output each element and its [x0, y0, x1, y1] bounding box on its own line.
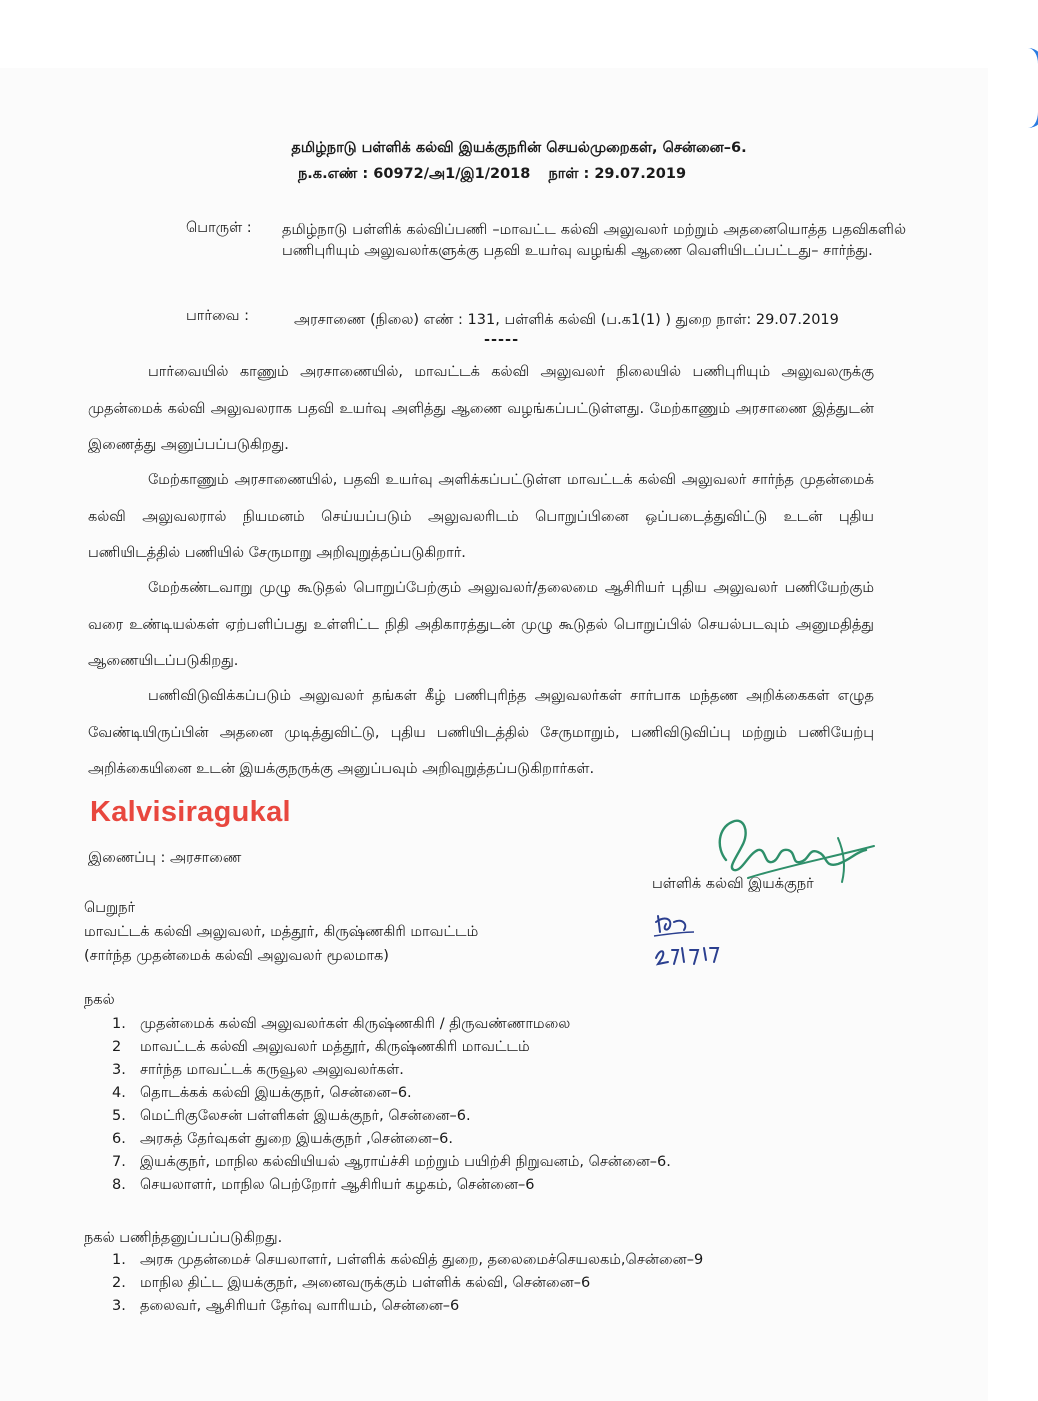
copy-list: [112, 1016, 671, 1200]
reference-label: பார்வை :: [186, 308, 250, 324]
signatory-title: பள்ளிக் கல்வி இயக்குநர்: [652, 876, 814, 892]
forwarded-label: நகல் பணிந்தனுப்பப்படுகிறது.: [84, 1230, 283, 1246]
date-label: நாள் :: [548, 166, 595, 182]
enclosure-line: இணைப்பு : அரசாணை: [88, 850, 242, 866]
paragraph-2: மேற்காணும் அரசாணையில், பதவி உயர்வு அளிக்கப்பட்டுள்ள மாவட்டக் கல்வி அலுவலர் சார்ந்த முதன்மைக் கல்வி அலுவலரால் நியமனம் செய்யப்படும் அலுவலரிடம் பொறுப்பினை ஒப்படைத்துவிட்டு உடன் புதிய பணியிடத்தில் பணியில் சேருமாறு அறிவுறுத்தப்படுகிறார்.: [88, 472, 874, 561]
order-date: 29.07.2019: [594, 166, 687, 182]
recipient-line-1: மாவட்டக் கல்வி அலுவலர், மத்தூர், கிருஷ்ணகிரி மாவட்டம்: [84, 924, 479, 940]
scroll-indicator: [1028, 48, 1038, 128]
list-item: 7. இயக்குநர், மாநில கல்வியியல் ஆராய்ச்சி மற்றும் பயிற்சி நிறுவனம், சென்னை–6.: [112, 1154, 671, 1170]
list-item: 4. தொடக்கக் கல்வி இயக்குநர், சென்னை–6.: [112, 1085, 412, 1101]
recipient-line-2: (சார்ந்த முதன்மைக் கல்வி அலுவலர் மூலமாக): [84, 948, 389, 964]
copy-label: நகல்: [84, 992, 115, 1008]
ref-label: ந.க.எண் :: [298, 166, 374, 182]
forwarded-list: [112, 1252, 703, 1321]
ref-number: 60972/அ1/இ1/2018: [373, 166, 531, 182]
watermark-text: Kalvisiragukal: [90, 796, 291, 828]
list-item: 5. மெட்ரிகுலேசன் பள்ளிகள் இயக்குநர், சென்னை–6.: [112, 1108, 471, 1124]
office-heading: தமிழ்நாடு பள்ளிக் கல்வி இயக்குநரின் செயல்முறைகள், சென்னை–6.: [291, 140, 747, 156]
list-item: 2 மாவட்டக் கல்வி அலுவலர் மத்தூர், கிருஷ்ணகிரி மாவட்டம்: [112, 1039, 530, 1055]
paragraph-1: பார்வையில் காணும் அரசாணையில், மாவட்டக் கல்வி அலுவலர் நிலையில் பணிபுரியும் அலுவலருக்கு முதன்மைக் கல்வி அலுவலராக பதவி உயர்வு அளித்து ஆணை வழங்கப்பட்டுள்ளது. மேற்காணும் அரசாணை இத்துடன் இணைத்து அனுப்பப்படுகிறது.: [88, 364, 874, 453]
list-item: 1. அரசு முதன்மைச் செயலாளர், பள்ளிக் கல்வித் துறை, தலைமைச்செயலகம்,சென்னை–9: [112, 1252, 704, 1268]
list-item: 1. முதன்மைக் கல்வி அலுவலர்கள் கிருஷ்ணகிரி / திருவண்ணாமலை: [112, 1016, 571, 1032]
subject-label: பொருள் :: [186, 220, 252, 236]
initials-date-icon: [648, 908, 738, 972]
reference-line: [298, 164, 686, 184]
reference-text: அரசாணை (நிலை) எண் : 131, பள்ளிக் கல்வி (ப.க1(1) ) துறை நாள்: 29.07.2019: [294, 312, 839, 328]
list-item: 3. தலைவர், ஆசிரியர் தேர்வு வாரியம், சென்னை–6: [112, 1298, 460, 1314]
list-item: 8. செயலாளர், மாநில பெற்றோர் ஆசிரியர் கழகம், சென்னை–6: [112, 1177, 535, 1193]
paragraph-3: மேற்கண்டவாறு முழு கூடுதல் பொறுப்பேற்கும் அலுவலர்/தலைமை ஆசிரியர் புதிய அலுவலர் பணியேற்கும் வரை உண்டியல்கள் ஏற்பளிப்பது உள்ளிட்ட நிதி அதிகாரத்துடன் முழு கூடுதல் பொறுப்பில் செயல்படவும் அனுமதித்து ஆணையிடப்படுகிறது.: [88, 580, 874, 669]
list-item: 6. அரசுத் தேர்வுகள் துறை இயக்குநர் ,சென்னை–6.: [112, 1131, 454, 1147]
list-item: 3. சார்ந்த மாவட்டக் கருவூல அலுவலர்கள்.: [112, 1062, 404, 1078]
paragraph-4: பணிவிடுவிக்கப்படும் அலுவலர் தங்கள் கீழ் பணிபுரிந்த அலுவலர்கள் சார்பாக மந்தண அறிக்கைகள் எழுத வேண்டியிருப்பின் அதனை முடித்துவிட்டு, புதிய பணியிடத்தில் சேருமாறும், பணிவிடுவிப்பு மற்றும் பணியேற்பு அறிக்கையினை உடன் இயக்குநருக்கு அனுப்பவும் அறிவுறுத்தப்படுகிறார்கள்.: [88, 688, 874, 777]
recipient-label: பெறுநர்: [84, 900, 136, 916]
list-item: 2. மாநில திட்ட இயக்குநர், அனைவருக்கும் பள்ளிக் கல்வி, சென்னை–6: [112, 1275, 591, 1291]
reference-separator: -----: [484, 332, 520, 348]
subject-text: தமிழ்நாடு பள்ளிக் கல்விப்பணி –மாவட்ட கல்வி அலுவலர் மற்றும் அதனையொத்த பதவிகளில் பணிபுரியும் அலுவலர்களுக்கு பதவி உயர்வு வழங்கி ஆணை வெளியிடப்பட்டது– சார்ந்து.: [282, 222, 906, 259]
